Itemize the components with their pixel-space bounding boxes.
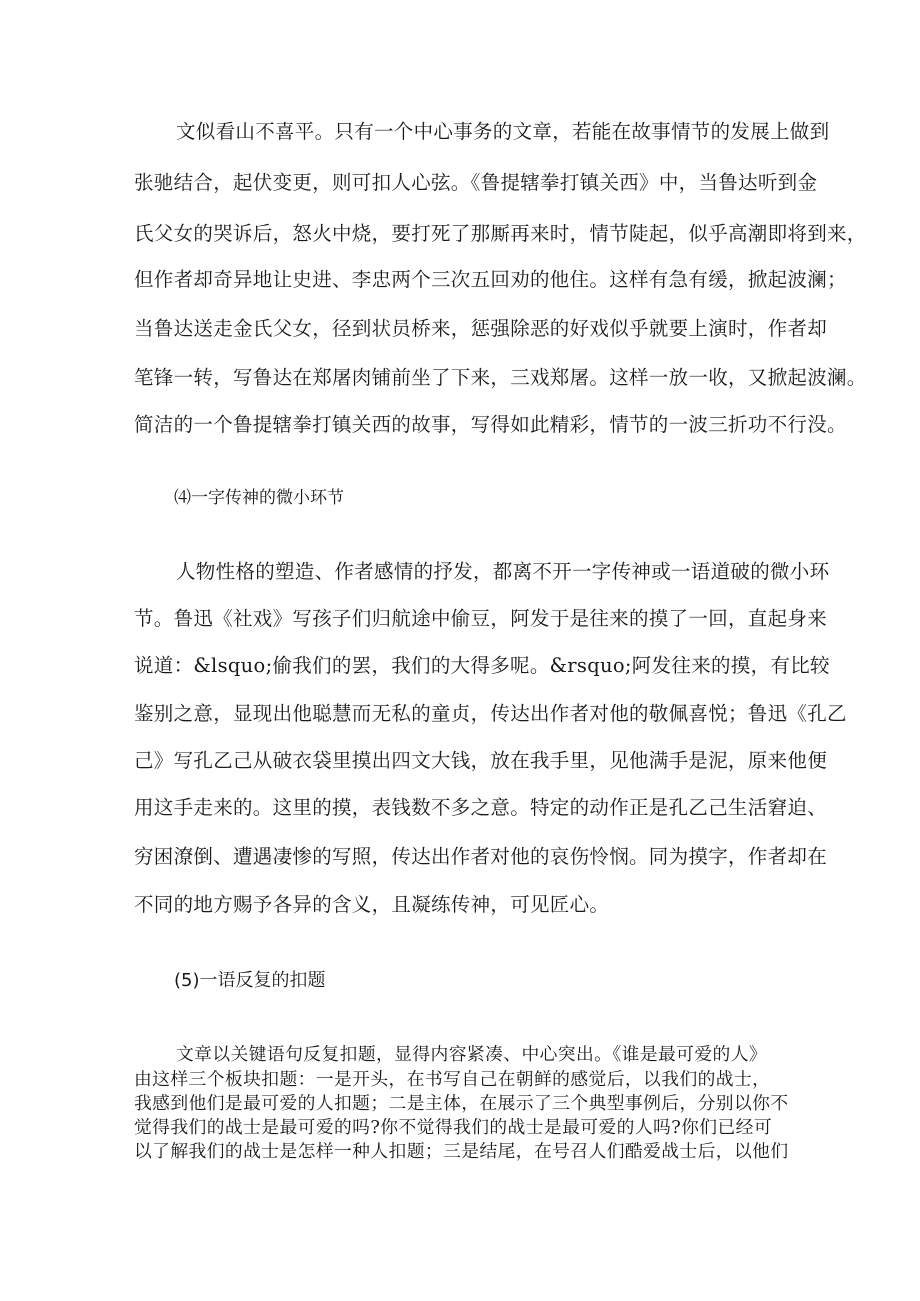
text-line: 己》写孔乙己从破衣袋里摸出四文大钱，放在我手里，见他满手是泥，原来他便 <box>134 749 828 772</box>
text-line: 我感到他们是最可爱的人扣题；二是主体，在展示了三个典型事例后，分别以你不 <box>134 1093 789 1114</box>
text-line: 氏父女的哭诉后，怒火中烧，要打死了那厮再来时，情节陡起，似乎高潮即将到来， <box>134 222 867 245</box>
text-line: 穷困潦倒、遭遇凄惨的写照，传达出作者对他的哀伤怜悯。同为摸字，作者却在 <box>134 845 828 868</box>
text-line: 简洁的一个鲁提辖拳打镇关西的故事，写得如此精彩，情节的一波三折功不行没。 <box>134 413 847 436</box>
text-line: 当鲁达送走金氏父女，径到状员桥来，惩强除恶的好戏似乎就要上演时，作者却 <box>134 317 828 340</box>
section-heading-4: ⑷一字传神的微小环节 <box>174 488 344 508</box>
text-line: 用这手走来的。这里的摸，表钱数不多之意。特定的动作正是孔乙己生活窘迫、 <box>134 796 828 819</box>
text-line: 节。鲁迅《社戏》写孩子们归航途中偷豆，阿发于是往来的摸了一回，直起身来 <box>134 607 828 630</box>
text-line: 张驰结合，起伏变更，则可扣人心弦。《鲁提辖拳打镇关西》中，当鲁达听到金 <box>134 171 818 194</box>
text-line: 人物性格的塑造、作者感情的抒发，都离不开一字传神或一语道破的微小环 <box>176 560 830 583</box>
text-line: 以了解我们的战士是怎样一种人扣题；三是结尾，在号召人们酷爱战士后，以他们 <box>134 1141 789 1162</box>
text-line: 觉得我们的战士是最可爱的吗?你不觉得我们的战士是最可爱的人吗?你们已经可 <box>134 1117 773 1138</box>
text-line: 文似看山不喜平。只有一个中心事务的文章，若能在故事情节的发展上做到 <box>176 120 830 143</box>
text-line: 说道：&lsquo;偷我们的罢，我们的大得多呢。&rsquo;阿发往来的摸，有比较 <box>134 654 830 677</box>
text-line: 鉴别之意，显现出他聪慧而无私的童贞，传达出作者对他的敬佩喜悦；鲁迅《孔乙 <box>134 702 847 725</box>
text-line: 笔锋一转，写鲁达在郑屠肉铺前坐了下来，三戏郑屠。这样一放一收，又掀起波澜。 <box>134 366 867 389</box>
text-line: 文章以关键语句反复扣题，显得内容紧凑、中心突出。《谁是最可爱的人》 <box>176 1044 768 1065</box>
text-line: 由这样三个板块扣题：一是开头，在书写自己在朝鲜的感觉后，以我们的战士， <box>134 1069 771 1090</box>
text-line: 但作者却奇异地让史进、李忠两个三次五回劝的他住。这样有急有缓，掀起波澜； <box>134 268 847 291</box>
text-line: 不同的地方赐予各异的含义，且凝练传神，可见匠心。 <box>134 893 610 916</box>
section-heading-5: (5)一语反复的扣题 <box>174 970 326 991</box>
